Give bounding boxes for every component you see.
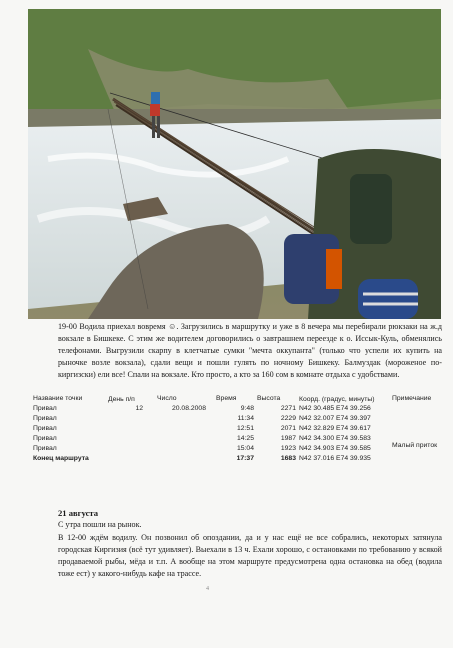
- table-row-final: [33, 454, 452, 464]
- cell-date: [143, 424, 206, 434]
- header-note: Примечание: [392, 395, 432, 402]
- cell-day: [98, 444, 143, 454]
- paragraph-market: С утра пошли на рынок.: [58, 520, 142, 529]
- cell-coords: N42 34.903 E74 39.585: [299, 445, 371, 452]
- cell-altitude: 2229: [280, 415, 296, 422]
- header-altitude: Высота: [257, 395, 281, 402]
- paragraph-evening-bishkek: 19-00 Водила приехал вовремя ☺. Загрузились в маршрутку и уже в 8 вечера мы перебирали рюкзаки на ж.д вокзале в Бишкеке. С этим же водителем договорились о завтрашнем переезде к о. Иссык-Куль, обменялись телефонами. Выгрузили скарпу в клетчатые сумки "мечта оккупанта" (только что успели их купить на рыночке возле вокзала), сдали вещи и пошли гулять по ночному Бишкеку. Балмуздак (мороженое по-киргизски) ели все! Спали на вокзале. Кто просто, а кто за 160 сом в комнате отдыха с удобствами.: [58, 322, 442, 379]
- cell-time: 9:48: [240, 405, 254, 412]
- table-header-row: [33, 394, 452, 404]
- cell-date: [143, 454, 206, 464]
- table-row: [33, 434, 452, 444]
- cell-time: 15:04: [236, 445, 254, 452]
- cell-coords: N42 32.829 E74 39.617: [299, 425, 371, 432]
- cell-note: [392, 454, 452, 464]
- page-number: 4: [206, 586, 209, 592]
- cell-point: Конец маршрута: [33, 455, 89, 462]
- cell-point: Привал: [33, 425, 57, 432]
- cell-note: [392, 404, 452, 414]
- cell-time: 14:25: [236, 435, 254, 442]
- cell-date: [143, 444, 206, 454]
- cell-altitude: 1987: [280, 435, 296, 442]
- paragraph-departure: В 12-00 ждём водилу. Он позвонил об опоздании, да и у нас ещё не все собрались, некоторых затянула городская Киргизия (всё тут удивляет). Выехали в 13 ч. Ехали хорошо, с остановками по требованию у всякой продаваемой рыбы, мёда и т.п. А вообще на этом маршруте предусмотрена одна остановка на обед (водила тоже ест) у какого-нибудь кафе на трассе.: [58, 533, 442, 578]
- cell-coords: N42 32.007 E74 39.397: [299, 415, 371, 422]
- cell-day: [98, 424, 143, 434]
- cell-point: Привал: [33, 405, 57, 412]
- cell-point: Привал: [33, 445, 57, 452]
- river-bridge-photo: [28, 9, 441, 319]
- cell-coords: N42 34.300 E74 39.583: [299, 435, 371, 442]
- cell-date: [143, 434, 206, 444]
- section-heading: 21 августа: [58, 508, 99, 518]
- header-point: Название точки: [33, 395, 83, 402]
- cell-altitude: 2271: [280, 405, 296, 412]
- header-time: Время: [216, 395, 237, 402]
- cell-point: Привал: [33, 415, 57, 422]
- table-row: [33, 414, 452, 424]
- cell-altitude: 2071: [280, 425, 296, 432]
- cell-altitude: 1683: [280, 455, 296, 462]
- cell-time: 11:34: [237, 415, 254, 422]
- cell-day: [98, 454, 143, 464]
- cell-note: [392, 414, 452, 424]
- header-date: Число: [157, 395, 177, 402]
- header-day: День п/п: [108, 396, 135, 403]
- cell-note: [392, 424, 452, 434]
- cell-coords: N42 37.016 E74 39.935: [299, 455, 371, 462]
- cell-day: [98, 434, 143, 444]
- cell-altitude: 1923: [280, 445, 296, 452]
- cell-coords: N42 30.485 E74 39.256: [299, 405, 371, 412]
- table-row: [33, 424, 452, 434]
- table-row: [33, 404, 452, 414]
- cell-time: 12:51: [236, 425, 254, 432]
- cell-day: 12: [135, 405, 143, 412]
- route-table: [33, 394, 452, 464]
- cell-date: 20.08.2008: [171, 405, 206, 412]
- table-row: [33, 444, 452, 454]
- cell-time: 17:37: [236, 455, 254, 462]
- header-coords: Коорд. (градус, минуты): [299, 396, 375, 403]
- cell-note: Малый приток: [392, 442, 438, 449]
- cell-point: Привал: [33, 435, 57, 442]
- cell-date: [143, 414, 206, 424]
- cell-day: [98, 414, 143, 424]
